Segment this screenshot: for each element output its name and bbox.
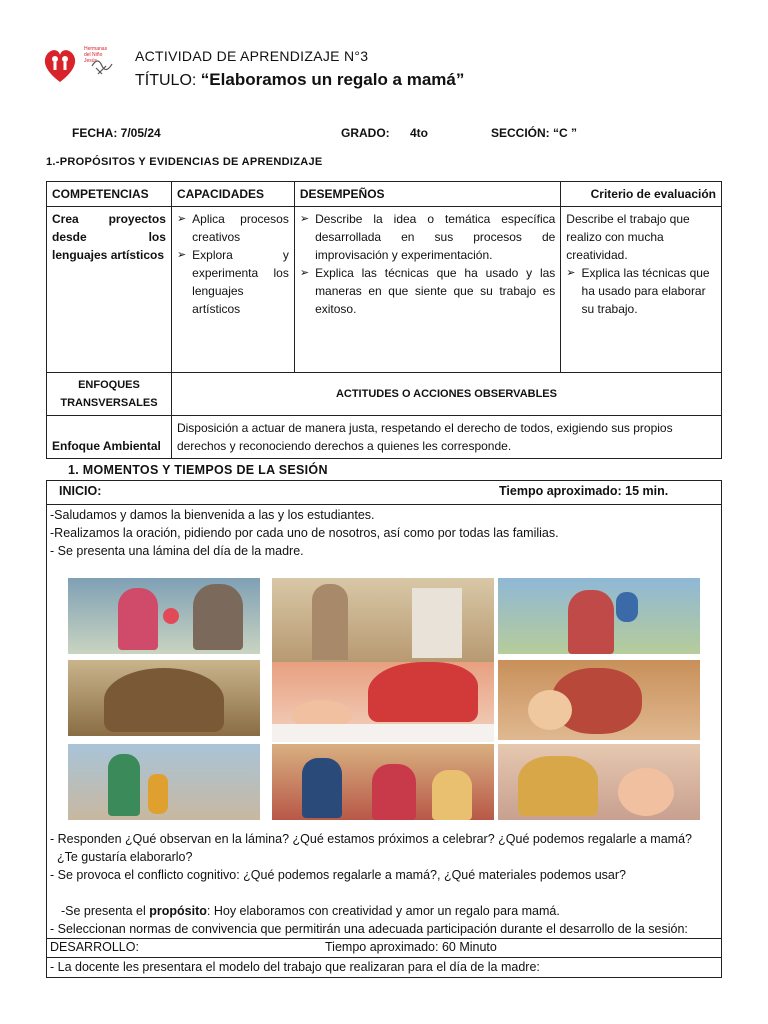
inicio-label: INICIO: [59,484,102,498]
title-label: TÍTULO: [135,72,197,89]
desempeno-item: ➢ Explica las técnicas que ha usado y las maneras en que siente que su trabajo es exitoso. [300,264,555,318]
criterio-item: ➢ Explica las técnicas que ha usado para elaborar su trabajo. [566,264,716,318]
inicio-line: - Se presenta una lámina del día de la madre. [50,544,304,558]
normas-line: - Seleccionan normas de convivencia que permitirán una adecuada participación durante el desarrollo de la sesión: [50,922,688,936]
capacidad-item: ➢ Aplica procesos creativos [177,210,289,246]
inicio-time: Tiempo aproximado: 15 min. [499,484,669,498]
row-divider [47,504,721,505]
grado-value: 4to [410,126,428,140]
fecha: FECHA: 7/05/24 [72,126,161,140]
seccion: SECCIÓN: “C ” [491,126,578,140]
collage-image [272,662,494,742]
section-heading-propositos: 1.-PROPÓSITOS Y EVIDENCIAS DE APRENDIZAJE [46,156,323,168]
inicio-line: -Saludamos y damos la bienvenida a las y los estudiantes. [50,508,375,522]
logo-text: Hermanas del Niño Jesús [84,46,108,64]
enfoque-name: Enfoque Ambiental [47,416,172,459]
col-header-criterio: Criterio de evaluación [561,182,722,207]
title-value: “Elaboramos un regalo a mamá” [200,70,465,89]
collage-image [272,744,494,820]
col-header-competencias: COMPETENCIAS [47,182,172,207]
collage-image [272,578,494,662]
desarrollo-time: Tiempo aproximado: 60 Minuto [325,940,497,954]
competencias-table [46,181,722,459]
criterio-cell [561,207,722,373]
proposito-bold: propósito [149,904,207,918]
proposito-line: -Se presenta el propósito: Hoy elaboramos con creatividad y amor un regalo para mamá. [61,904,560,918]
col-header-capacidades: CAPACIDADES [171,182,294,207]
enfoque-text: Disposición a actuar de manera justa, respetando el derecho de todos, exigiendo sus propios derechos y reconociendo derechos a quienes les corresponde. [171,416,721,459]
collage-image [498,744,700,820]
desempeno-item: ➢ Describe la idea o temática específica desarrollada en sus procesos de improvisación y experimentación. [300,210,555,264]
collage-image [68,660,260,736]
school-logo [40,44,130,86]
capacidad-item: ➢ Explora y experimenta los lenguajes artísticos [177,246,289,318]
inicio-line: -Realizamos la oración, pidiendo por cada uno de nosotros, así como por todas las familias. [50,526,559,540]
collage-image [498,660,700,740]
desarrollo-label: DESARROLLO: [50,940,139,954]
capacidades-cell [171,207,294,373]
grado-label: GRADO: [341,126,390,140]
after-line: - Se provoca el conflicto cognitivo: ¿Qué podemos regalarle a mamá?, ¿Qué materiales podemos usar? [50,868,626,882]
collage-image [498,578,700,654]
activity-title: ACTIVIDAD DE APRENDIZAJE N°3 [135,48,369,64]
page-title [135,70,464,90]
actitudes-label: ACTITUDES O ACCIONES OBSERVABLES [171,373,721,416]
section-heading-momentos: 1. MOMENTOS Y TIEMPOS DE LA SESIÓN [68,463,328,477]
desempenos-cell [294,207,560,373]
collage-image [68,744,260,820]
criterio-intro: Describe el trabajo que realizo con mucha creatividad. [566,212,690,262]
col-header-desempenos: DESEMPEÑOS [294,182,560,207]
desarrollo-line: - La docente les presentara el modelo del trabajo que realizaran para el día de la madre: [50,960,540,974]
after-line: ¿Te gustaría elaborarlo? [50,850,193,864]
mothers-day-collage [68,578,700,822]
collage-image [68,578,260,654]
competencia-cell: Crea proyectos desde los lenguajes artísticos [47,207,172,373]
enfoques-label: ENFOQUES TRANSVERSALES [47,373,172,416]
after-line: - Responden ¿Qué observan en la lámina? ¿Qué estamos próximos a celebrar? ¿Qué podemos regalarle a mamá? [50,832,692,846]
